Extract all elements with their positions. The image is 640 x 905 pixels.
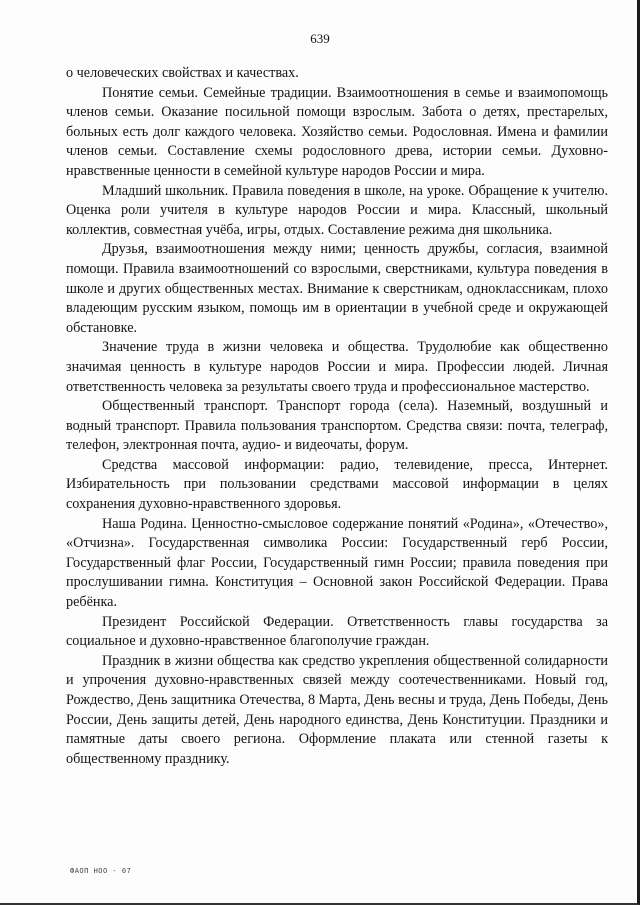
page-number: 639 xyxy=(310,31,330,46)
paragraph-labor: Значение труда в жизни человека и общества. Трудолюбие как общественно значимая ценность в культуре народов России и мира. Профессии людей. Личная ответственность человека за результаты своего труда и профессиональное мастерство. xyxy=(66,339,608,395)
paragraph-schoolchild: Младший школьник. Правила поведения в школе, на уроке. Обращение к учителю. Оценка роли учителя в культуре народов России и мира. Классный, школьный коллектив, совместная учёба, игры, отдых. Составление режима дня школьника. xyxy=(66,182,608,238)
paragraph-holidays: Праздник в жизни общества как средство укрепления общественной солидарности и упрочения духовно-нравственных связей между соотечественниками. Новый год, Рождество, День защитника Отечества, 8 Марта, День весны и труда, День Победы, День России, День защиты детей, День народного единства, День Конституции. Праздники и памятные даты своего региона. Оформление плаката или стенной газеты к общественному празднику. xyxy=(66,652,608,767)
paragraph-continuation: о человеческих свойствах и качествах. xyxy=(66,65,299,81)
paragraph-president: Президент Российской Федерации. Ответственность главы государства за социальное и духовно-нравственное благополучие граждан. xyxy=(66,613,608,650)
body-text xyxy=(66,64,608,769)
paragraph-homeland: Наша Родина. Ценностно-смысловое содержание понятий «Родина», «Отечество», «Отчизна». Государственная символика России: Государственный герб России, Государственный флаг России, Государственный гимн России; правила поведения при прослушивании гимна. Конституция – Основной закон Российской Федерации. Права ребёнка. xyxy=(66,515,608,611)
paragraph-media: Средства массовой информации: радио, телевидение, пресса, Интернет. Избирательность при пользовании средствами массовой информации в целях сохранения духовно-нравственного здоровья. xyxy=(66,456,608,513)
paragraph-family: Понятие семьи. Семейные традиции. Взаимоотношения в семье и взаимопомощь членов семьи. Оказание посильной помощи взрослым. Забота о детях, престарелых, больных есть долг каждого человека. Хозяйство семьи. Родословная. Имена и фамилии членов семьи. Составление схемы родословного древа, истории семьи. Духовно-нравственные ценности в семейной культуре народов России и мира. xyxy=(66,84,608,179)
paragraph-friends: Друзья, взаимоотношения между ними; ценность дружбы, согласия, взаимной помощи. Правила взаимоотношений со взрослыми, сверстниками, культура поведения в школе и других общественных местах. Внимание к сверстникам, одноклассникам, плохо владеющим русским языком, помощь им в ориентации в учебной среде и окружающей обстановке. xyxy=(66,241,608,336)
paragraph-transport: Общественный транспорт. Транспорт города (села). Наземный, воздушный и водный транспорт. Правила пользования транспортом. Средства связи: почта, телеграф, телефон, электронная почта, аудио- и видеочаты, форум. xyxy=(66,398,608,454)
footer-stamp: ФАОП НОО - 07 xyxy=(70,867,132,875)
